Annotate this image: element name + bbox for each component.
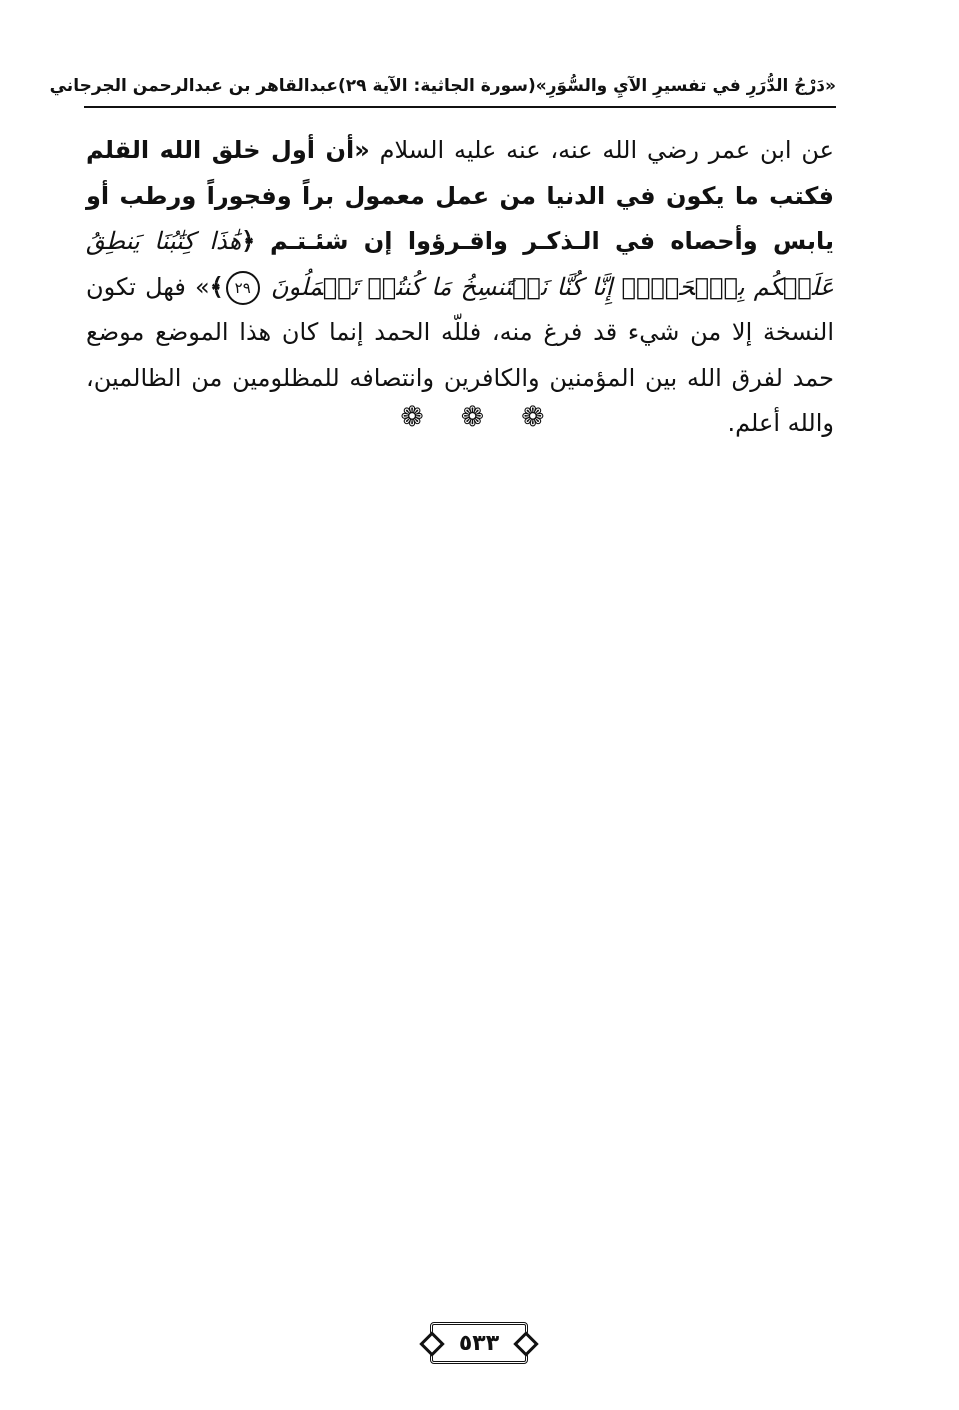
book-title: «دَرْجُ الدُّرَرِ في تفسيرِ الآيِ والسُّوَرِ» xyxy=(535,76,836,96)
header-divider xyxy=(84,106,836,108)
hadith-text: «أن أول خلق الله القلم فكتب ما يكون في الدنيا من عمل معمول براً وفجوراً ورطب أو يابس وأحصاه في الـذكـر واقـرؤوا إن شئـتـم xyxy=(86,136,834,255)
quran-open-bracket: ﴿ xyxy=(241,227,256,255)
commentary-text: فهل تكون النسخة إلا من شيء قد فرغ منه، فللّه الحمد إنما كان هذا الموضع موضع حمد لفرق الله بين المؤمنين والكافرين وانتصافه للمظلومين من الظالمين، والله أعلم. xyxy=(86,272,834,437)
author-name: عبدالقاهر بن عبدالرحمن الجرجاني xyxy=(49,76,338,96)
running-header xyxy=(49,66,836,106)
quran-close-bracket: ﴾ xyxy=(209,272,224,301)
quran-verse: هَٰذَا كِتَٰبُنَا يَنطِقُ عَلَيۡكُم بِٱلۡحَقِّۚ إِنَّا كُنَّا نَسۡتَنسِخُ مَا كُنتُمۡ تَعۡمَلُونَ xyxy=(86,227,834,301)
main-text xyxy=(86,128,834,447)
intro-text: عن ابن عمر رضي الله عنه، عنه عليه السلام xyxy=(379,136,834,164)
hadith-close-quote: » xyxy=(194,272,210,301)
page-number: ٥٣٣ xyxy=(430,1322,528,1364)
section-end-ornament-icon: ❁ ❁ ❁ xyxy=(400,400,559,433)
surah-reference: (سورة الجاثية: الآية ٢٩) xyxy=(337,76,536,96)
ayah-number-marker: ٢٩ xyxy=(226,271,260,305)
